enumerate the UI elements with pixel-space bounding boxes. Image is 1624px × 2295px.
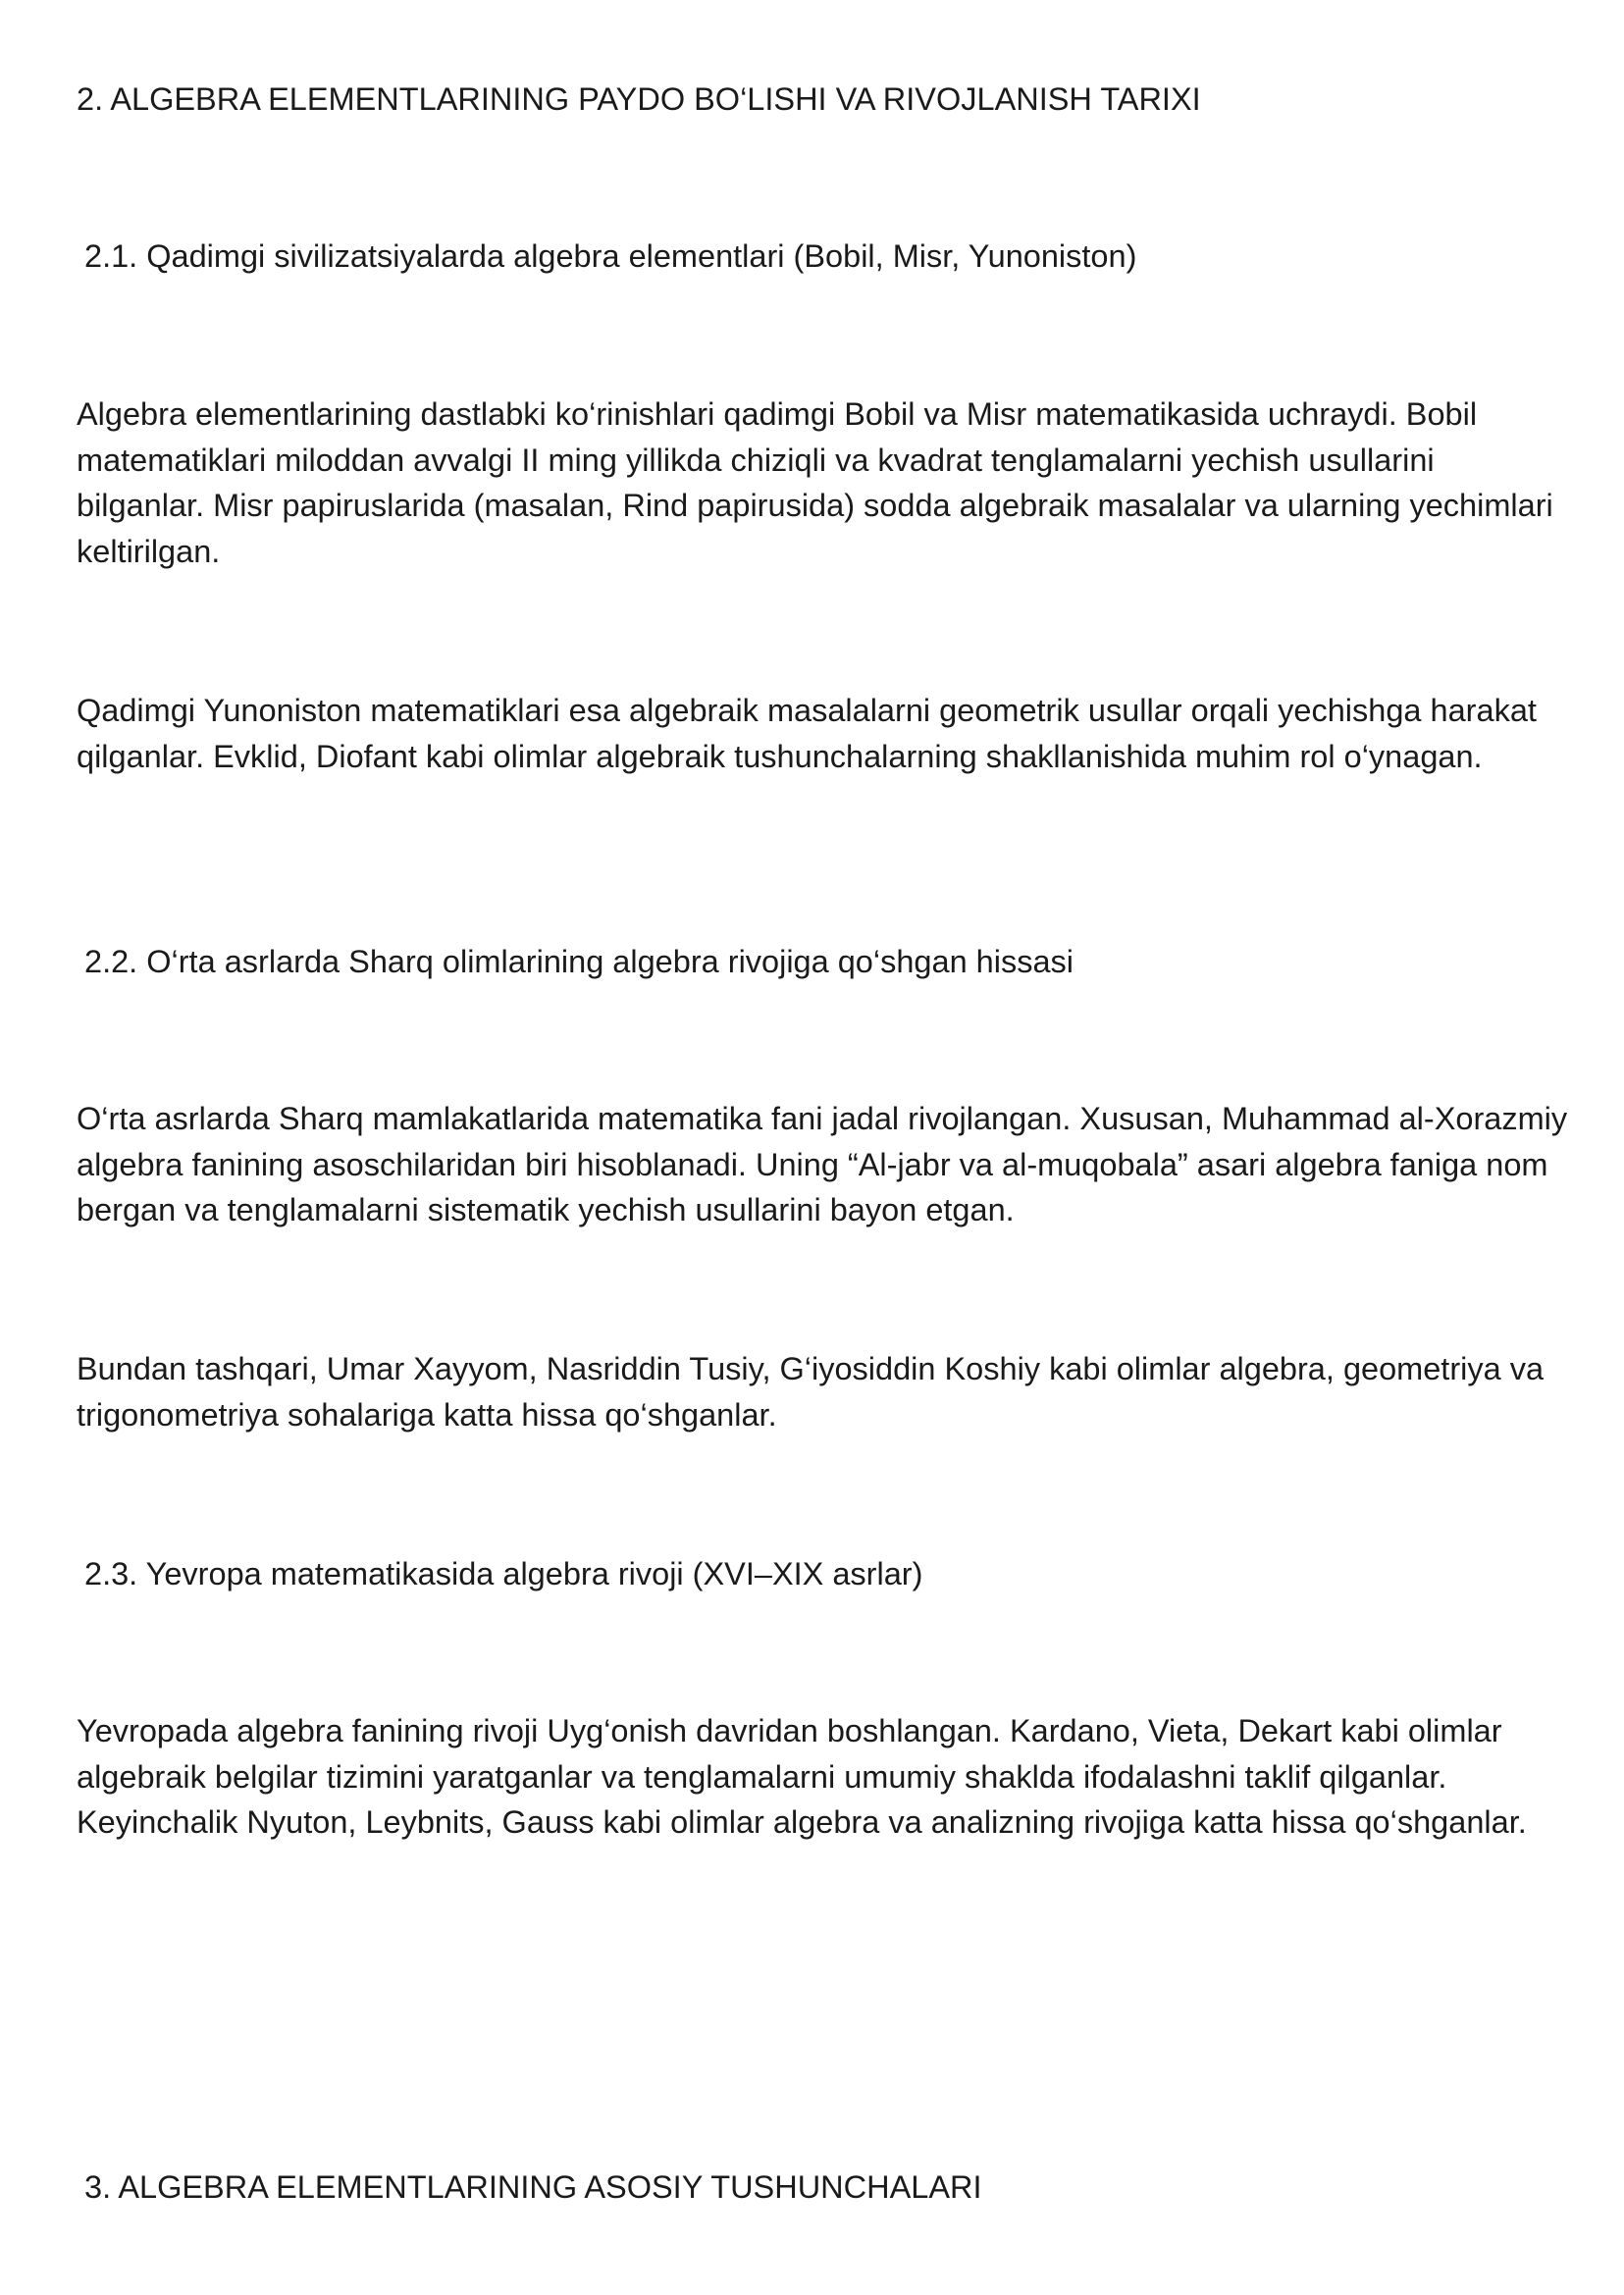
paragraph-eastern-scholars: O‘rta asrlarda Sharq mamlakatlarida matematika fani jadal rivojlangan. Xususan, Muhammad al-Xorazmiy algebra fanining asoschilaridan biri hisoblanadi. Uning “Al-jabr va al-muqobala” asari algebra faniga nom bergan va tenglamalarni sistematik yechish usullarini bayon etgan.	[77, 1101, 1568, 1227]
paragraph-european-algebra: Yevropada algebra fanining rivoji Uyg‘onish davridan boshlangan. Kardano, Vieta, Dekart kabi olimlar algebraik belgilar tizimini yaratganlar va tenglamalarni umumiy shaklda ifodalashni taklif qilganlar. Keyinchalik Nyuton, Leybnits, Gauss kabi olimlar algebra va analizning rivojiga katta hissa qo‘shganlar.	[77, 1713, 1527, 1840]
paragraph-other-scholars: Bundan tashqari, Umar Xayyom, Nasriddin Tusiy, G‘iyosiddin Koshiy kabi olimlar algebra, geometriya va trigonometriya sohalariga katta hissa qo‘shganlar.	[77, 1351, 1545, 1433]
paragraph-ancient-greece: Qadimgi Yunoniston matematiklari esa algebraik masalalarni geometrik usullar orqali yechishga harakat qilganlar. Evklid, Diofant kabi olimlar algebraik tushunchalarning shakllanishida muhim rol o‘ynagan.	[77, 693, 1537, 774]
subsection-2-3-heading: 2.3. Yevropa matematikasida algebra rivoji (XVI–XIX asrlar)	[84, 1556, 923, 1591]
section-3-heading: 3. ALGEBRA ELEMENTLARINING ASOSIY TUSHUNCHALARI	[84, 2169, 982, 2205]
subsection-2-1-heading: 2.1. Qadimgi sivilizatsiyalarda algebra elementlari (Bobil, Misr, Yunoniston)	[84, 238, 1137, 274]
subsection-2-2-heading: 2.2. O‘rta asrlarda Sharq olimlarining algebra rivojiga qo‘shgan hissasi	[84, 944, 1074, 979]
section-2-heading: 2. ALGEBRA ELEMENTLARINING PAYDO BO‘LISHI VA RIVOJLANISH TARIXI	[77, 81, 1201, 117]
paragraph-ancient-babylon-egypt: Algebra elementlarining dastlabki ko‘rinishlari qadimgi Bobil va Misr matematikasida uchraydi. Bobil matematiklari miloddan avvalgi II ming yillikda chiziqli va kvadrat tenglamalarni yechish usullarini bilganlar. Misr papiruslarida (masalan, Rind papirusida) sodda algebraik masalalar va ularning yechimlari keltirilgan.	[77, 396, 1553, 569]
